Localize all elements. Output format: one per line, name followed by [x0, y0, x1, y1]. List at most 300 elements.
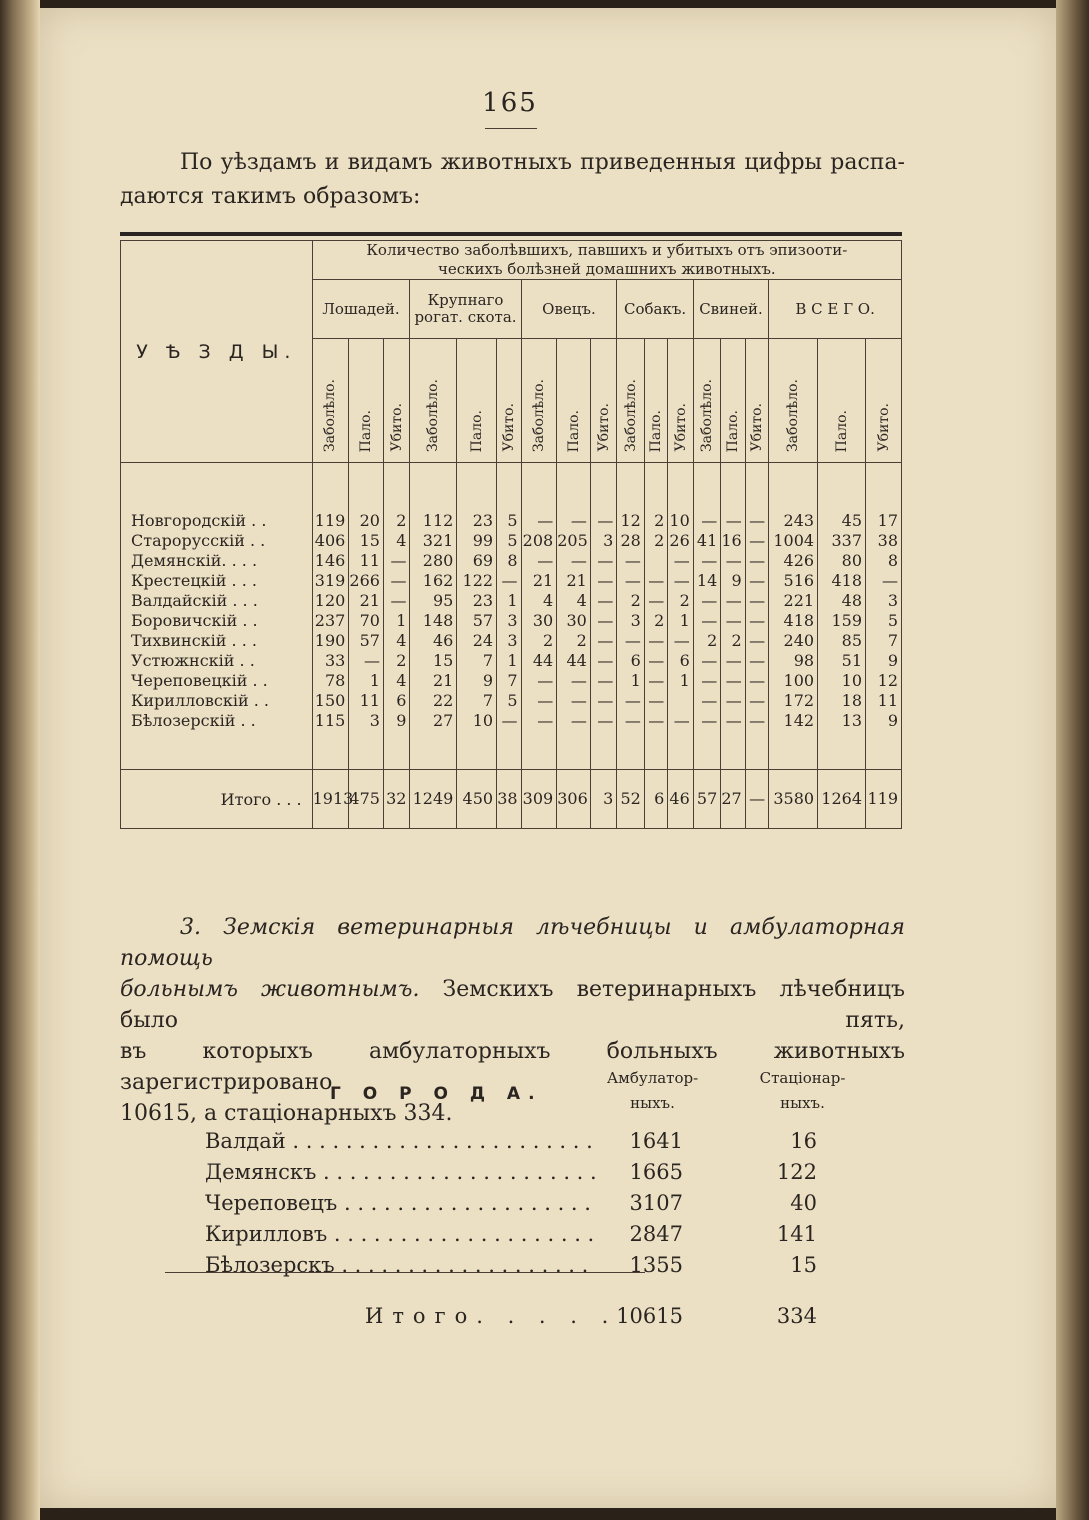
- subheader-label: Убито.: [595, 403, 612, 452]
- spacer-cell: [668, 731, 693, 770]
- total-value-cell: 6: [644, 770, 667, 829]
- value-cell: —: [693, 671, 721, 691]
- value-cell: 172: [769, 691, 818, 711]
- page-number-ornament: [485, 124, 537, 129]
- spacer-cell: [410, 731, 457, 770]
- value-cell: 78: [312, 671, 349, 691]
- caption-line-1: Количество заболѣвшихъ, павшихъ и убитыхъ отъ эпизооти-: [366, 241, 848, 259]
- section-3-heading: 3. Земскія ветеринарныя лѣчебницы и амбулаторная помощь: [120, 915, 905, 971]
- value-cell: —: [557, 691, 591, 711]
- value-cell: —: [590, 651, 617, 671]
- city-row: [205, 1160, 845, 1190]
- value-cell: 30: [521, 611, 557, 631]
- spacer-cell: [457, 463, 497, 512]
- value-cell: 38: [866, 531, 902, 551]
- value-cell: 3: [617, 611, 645, 631]
- value-cell: 7: [497, 671, 521, 691]
- spacer-row: [121, 463, 902, 512]
- value-cell: —: [557, 671, 591, 691]
- value-cell: —: [644, 571, 667, 591]
- value-cell: 2: [721, 631, 745, 651]
- epizootic-table-container: [120, 232, 902, 856]
- spacer-cell: [721, 463, 745, 512]
- district-name: Кирилловскій . .: [121, 691, 313, 711]
- subheader-cell: [769, 339, 818, 463]
- value-cell: —: [644, 711, 667, 731]
- value-cell: 9: [866, 651, 902, 671]
- total-value-cell: 32: [383, 770, 410, 829]
- value-cell: 150: [312, 691, 349, 711]
- value-cell: 1: [349, 671, 384, 691]
- value-cell: —: [745, 571, 768, 591]
- value-cell: 8: [497, 551, 521, 571]
- section-3-heading-end: больнымъ животнымъ.: [120, 977, 420, 1002]
- subheader-label: Убито.: [672, 403, 689, 452]
- value-cell: —: [721, 611, 745, 631]
- value-cell: —: [590, 591, 617, 611]
- value-cell: 10: [457, 711, 497, 731]
- value-cell: 426: [769, 551, 818, 571]
- spacer-cell: [693, 731, 721, 770]
- subheader-cell: [383, 339, 410, 463]
- district-name: Череповецкій . .: [121, 671, 313, 691]
- value-cell: 28: [617, 531, 645, 551]
- value-cell: 2: [668, 591, 693, 611]
- value-cell: —: [590, 671, 617, 691]
- value-cell: —: [590, 571, 617, 591]
- spacer-cell: [312, 463, 349, 512]
- value-cell: —: [745, 691, 768, 711]
- subheader-label: Пало.: [725, 409, 741, 452]
- subheader-label: Пало.: [833, 409, 850, 452]
- value-cell: —: [745, 591, 768, 611]
- city-row: [205, 1129, 845, 1159]
- value-cell: 17: [866, 511, 902, 531]
- value-cell: 6: [617, 651, 645, 671]
- value-cell: 12: [866, 671, 902, 691]
- spacer-cell: [818, 731, 866, 770]
- value-cell: —: [745, 551, 768, 571]
- value-cell: 2: [617, 591, 645, 611]
- value-cell: 15: [349, 531, 384, 551]
- spacer-cell: [769, 731, 818, 770]
- group-sheep: Овецъ.: [521, 280, 617, 339]
- value-cell: 280: [410, 551, 457, 571]
- value-cell: —: [383, 591, 410, 611]
- subheader-label: Заболѣло.: [622, 378, 639, 452]
- value-cell: 7: [457, 691, 497, 711]
- subheader-label: Заболѣло.: [425, 378, 442, 452]
- spacer-cell: [383, 731, 410, 770]
- subheader-cell: [745, 339, 768, 463]
- city-ambulatory: 1355: [595, 1253, 683, 1277]
- spacer-cell: [617, 463, 645, 512]
- value-cell: —: [721, 691, 745, 711]
- value-cell: —: [590, 631, 617, 651]
- value-cell: —: [557, 511, 591, 531]
- value-cell: 146: [312, 551, 349, 571]
- total-label: Итого . . .: [121, 770, 313, 829]
- value-cell: 112: [410, 511, 457, 531]
- spacer-cell: [557, 463, 591, 512]
- value-cell: 319: [312, 571, 349, 591]
- value-cell: 120: [312, 591, 349, 611]
- value-cell: —: [521, 671, 557, 691]
- value-cell: 3: [349, 711, 384, 731]
- value-cell: —: [866, 571, 902, 591]
- city-row: [205, 1191, 845, 1221]
- value-cell: 46: [410, 631, 457, 651]
- subheader-cell: [693, 339, 721, 463]
- book-spine: [0, 0, 40, 1520]
- value-cell: 11: [866, 691, 902, 711]
- value-cell: 237: [312, 611, 349, 631]
- spacer-cell: [668, 463, 693, 512]
- value-cell: 4: [383, 631, 410, 651]
- value-cell: 8: [866, 551, 902, 571]
- subheader-label: Заболѣло.: [785, 378, 802, 452]
- group-pigs: Свиней.: [693, 280, 768, 339]
- district-row: [121, 531, 902, 551]
- total-value-cell: 309: [521, 770, 557, 829]
- cities-total-row: [365, 1304, 825, 1334]
- city-name-cell: [205, 1253, 605, 1277]
- value-cell: 9: [457, 671, 497, 691]
- value-cell: —: [693, 511, 721, 531]
- value-cell: 5: [497, 531, 521, 551]
- value-cell: 16: [721, 531, 745, 551]
- value-cell: —: [745, 611, 768, 631]
- district-row: [121, 691, 902, 711]
- value-cell: 30: [557, 611, 591, 631]
- value-cell: 18: [818, 691, 866, 711]
- value-cell: —: [383, 551, 410, 571]
- value-cell: 205: [557, 531, 591, 551]
- total-value-cell: 450: [457, 770, 497, 829]
- value-cell: 5: [497, 691, 521, 711]
- ambulatory-header-l2: ныхъ.: [630, 1094, 675, 1112]
- value-cell: 14: [693, 571, 721, 591]
- page-edge: [1056, 0, 1089, 1520]
- value-cell: 221: [769, 591, 818, 611]
- subheader-label: Пало.: [648, 409, 665, 452]
- cities-total-label: Итого. . . . .: [365, 1304, 618, 1328]
- stationary-header: [750, 1066, 855, 1116]
- value-cell: —: [497, 711, 521, 731]
- value-cell: 13: [818, 711, 866, 731]
- city-stationary: 141: [776, 1222, 817, 1246]
- section-3-line-3: въ которыхъ амбулаторныхъ больныхъ животныхъ зарегистрировано: [120, 1039, 905, 1095]
- value-cell: —: [721, 511, 745, 531]
- intro-paragraph: [120, 146, 905, 214]
- value-cell: 4: [383, 671, 410, 691]
- group-horses: Лошадей.: [312, 280, 410, 339]
- value-cell: 2: [644, 531, 667, 551]
- value-cell: 1004: [769, 531, 818, 551]
- cities-header: Г О Р О Д А.: [330, 1084, 543, 1104]
- total-value-cell: 1249: [410, 770, 457, 829]
- value-cell: 240: [769, 631, 818, 651]
- value-cell: —: [590, 551, 617, 571]
- districts-header: У Ѣ З Д Ы.: [121, 241, 313, 463]
- value-cell: 48: [818, 591, 866, 611]
- city-stationary: 16: [790, 1129, 817, 1153]
- value-cell: —: [668, 571, 693, 591]
- value-cell: 11: [349, 551, 384, 571]
- subheader-cell: [644, 339, 667, 463]
- value-cell: 5: [497, 511, 521, 531]
- spacer-cell: [721, 731, 745, 770]
- value-cell: —: [693, 551, 721, 571]
- spacer-cell: [745, 463, 768, 512]
- value-cell: —: [693, 691, 721, 711]
- subheader-cell: [866, 339, 902, 463]
- subheader-cell: [521, 339, 557, 463]
- value-cell: —: [693, 711, 721, 731]
- city-name-cell: [205, 1160, 605, 1184]
- value-cell: —: [693, 591, 721, 611]
- cities-total-stationary: 334: [776, 1304, 817, 1328]
- value-cell: —: [590, 511, 617, 531]
- value-cell: 70: [349, 611, 384, 631]
- spacer-cell: [644, 731, 667, 770]
- subheader-cell: [410, 339, 457, 463]
- subheader-label: Заболѣло.: [322, 378, 339, 452]
- city-name-cell: [205, 1191, 605, 1215]
- value-cell: —: [668, 551, 693, 571]
- value-cell: 69: [457, 551, 497, 571]
- spacer-cell: [383, 463, 410, 512]
- city-name: Кирилловъ: [205, 1222, 328, 1246]
- spacer-cell: [497, 731, 521, 770]
- subheader-cell: [617, 339, 645, 463]
- table-top-rule: [120, 232, 902, 236]
- caption-line-2: ческихъ болѣзней домашнихъ животныхъ.: [437, 260, 776, 278]
- value-cell: 159: [818, 611, 866, 631]
- value-cell: —: [668, 631, 693, 651]
- spacer-cell: [590, 463, 617, 512]
- value-cell: —: [349, 651, 384, 671]
- value-cell: —: [745, 631, 768, 651]
- value-cell: —: [668, 711, 693, 731]
- spacer-cell: [521, 463, 557, 512]
- value-cell: —: [745, 511, 768, 531]
- value-cell: —: [644, 651, 667, 671]
- district-row: [121, 671, 902, 691]
- spacer-cell: [644, 463, 667, 512]
- value-cell: 2: [557, 631, 591, 651]
- district-name: Старорусскій . .: [121, 531, 313, 551]
- value-cell: —: [693, 651, 721, 671]
- value-cell: 24: [457, 631, 497, 651]
- district-name: Валдайскій . . .: [121, 591, 313, 611]
- value-cell: 10: [668, 511, 693, 531]
- subheader-label: Заболѣло.: [530, 378, 547, 452]
- city-name: Бѣлозерскъ: [205, 1253, 335, 1277]
- value-cell: 418: [769, 611, 818, 631]
- value-cell: 6: [668, 651, 693, 671]
- spacer-cell: [590, 731, 617, 770]
- value-cell: 27: [410, 711, 457, 731]
- value-cell: 21: [521, 571, 557, 591]
- group-dogs: Собакъ.: [617, 280, 693, 339]
- subheader-label: Убито.: [875, 403, 892, 452]
- value-cell: 122: [457, 571, 497, 591]
- value-cell: —: [617, 691, 645, 711]
- value-cell: —: [617, 551, 645, 571]
- spacer-cell: [866, 463, 902, 512]
- city-row: [205, 1253, 845, 1283]
- district-row: [121, 551, 902, 571]
- value-cell: —: [745, 651, 768, 671]
- value-cell: 33: [312, 651, 349, 671]
- value-cell: 26: [668, 531, 693, 551]
- district-row: [121, 631, 902, 651]
- value-cell: 7: [457, 651, 497, 671]
- value-cell: 41: [693, 531, 721, 551]
- value-cell: 21: [410, 671, 457, 691]
- value-cell: 142: [769, 711, 818, 731]
- city-ambulatory: 2847: [595, 1222, 683, 1246]
- value-cell: 516: [769, 571, 818, 591]
- total-value-cell: 38: [497, 770, 521, 829]
- value-cell: —: [521, 691, 557, 711]
- spacer-cell: [745, 731, 768, 770]
- cities-total-rule: [165, 1272, 645, 1273]
- value-cell: 15: [410, 651, 457, 671]
- total-value-cell: 46: [668, 770, 693, 829]
- value-cell: 80: [818, 551, 866, 571]
- district-row: [121, 571, 902, 591]
- value-cell: 4: [521, 591, 557, 611]
- value-cell: —: [644, 631, 667, 651]
- value-cell: 3: [866, 591, 902, 611]
- value-cell: 21: [557, 571, 591, 591]
- value-cell: 3: [497, 631, 521, 651]
- intro-line-2: даются такимъ образомъ:: [120, 184, 421, 209]
- spacer-cell: [410, 463, 457, 512]
- table-body: [121, 463, 902, 829]
- value-cell: 85: [818, 631, 866, 651]
- spacer-cell: [693, 463, 721, 512]
- value-cell: 4: [557, 591, 591, 611]
- value-cell: 9: [721, 571, 745, 591]
- city-ambulatory: 1665: [595, 1160, 683, 1184]
- spacer-row: [121, 731, 902, 770]
- value-cell: 2: [644, 611, 667, 631]
- district-name: Демянскій. . . .: [121, 551, 313, 571]
- district-name: Устюжнскій . .: [121, 651, 313, 671]
- spacer-cell: [457, 731, 497, 770]
- value-cell: —: [590, 611, 617, 631]
- value-cell: —: [557, 551, 591, 571]
- value-cell: 337: [818, 531, 866, 551]
- value-cell: 3: [497, 611, 521, 631]
- value-cell: 2: [521, 631, 557, 651]
- value-cell: —: [617, 571, 645, 591]
- value-cell: 266: [349, 571, 384, 591]
- city-name: Валдай: [205, 1129, 286, 1153]
- value-cell: 6: [383, 691, 410, 711]
- subheader-cell: [668, 339, 693, 463]
- city-name: Череповецъ: [205, 1191, 338, 1215]
- value-cell: —: [590, 691, 617, 711]
- value-cell: 5: [866, 611, 902, 631]
- value-cell: —: [521, 711, 557, 731]
- subheader-cell: [457, 339, 497, 463]
- spacer-cell: [521, 731, 557, 770]
- district-name: Бѣлозерскій . .: [121, 711, 313, 731]
- value-cell: 12: [617, 511, 645, 531]
- subheader-cell: [349, 339, 384, 463]
- value-cell: 406: [312, 531, 349, 551]
- value-cell: 100: [769, 671, 818, 691]
- value-cell: 321: [410, 531, 457, 551]
- subheader-label: Пало.: [468, 409, 485, 452]
- subheader-label: Убито.: [748, 403, 765, 452]
- city-stationary: 15: [790, 1253, 817, 1277]
- total-value-cell: 475: [349, 770, 384, 829]
- section-3-line-2-text: Земскихъ ветеринарныхъ лѣчебницъ было пять,: [120, 977, 905, 1033]
- subheader-cell: [312, 339, 349, 463]
- city-name-cell: [205, 1222, 605, 1246]
- value-cell: —: [745, 711, 768, 731]
- value-cell: 51: [818, 651, 866, 671]
- value-cell: —: [557, 711, 591, 731]
- value-cell: 162: [410, 571, 457, 591]
- value-cell: 115: [312, 711, 349, 731]
- value-cell: 208: [521, 531, 557, 551]
- value-cell: 1: [497, 651, 521, 671]
- ambulatory-header: [600, 1066, 705, 1116]
- value-cell: —: [745, 671, 768, 691]
- total-row: [121, 770, 902, 829]
- page-number: 165: [482, 88, 538, 118]
- value-cell: 99: [457, 531, 497, 551]
- value-cell: 44: [557, 651, 591, 671]
- value-cell: —: [497, 571, 521, 591]
- table-caption: [312, 241, 901, 280]
- value-cell: [644, 551, 667, 571]
- value-cell: —: [693, 611, 721, 631]
- value-cell: —: [721, 671, 745, 691]
- group-total: В С Е Г О.: [769, 280, 902, 339]
- value-cell: —: [617, 631, 645, 651]
- value-cell: 44: [521, 651, 557, 671]
- value-cell: 9: [383, 711, 410, 731]
- value-cell: 1: [497, 591, 521, 611]
- section-3-line-2: [120, 974, 905, 1036]
- spacer-cell: [818, 463, 866, 512]
- value-cell: 11: [349, 691, 384, 711]
- district-name: Новгородскій . .: [121, 511, 313, 531]
- group-cattle: Крупнаго рогат. скота.: [410, 280, 521, 339]
- value-cell: —: [745, 531, 768, 551]
- value-cell: 1: [668, 671, 693, 691]
- value-cell: —: [617, 711, 645, 731]
- value-cell: 2: [383, 511, 410, 531]
- spacer-cell: [349, 463, 384, 512]
- value-cell: —: [644, 591, 667, 611]
- total-value-cell: 1913: [312, 770, 349, 829]
- city-row: [205, 1222, 845, 1252]
- subheader-cell: [497, 339, 521, 463]
- value-cell: 9: [866, 711, 902, 731]
- subheader-cell: [557, 339, 591, 463]
- district-row: [121, 651, 902, 671]
- spacer-cell: [497, 463, 521, 512]
- value-cell: 95: [410, 591, 457, 611]
